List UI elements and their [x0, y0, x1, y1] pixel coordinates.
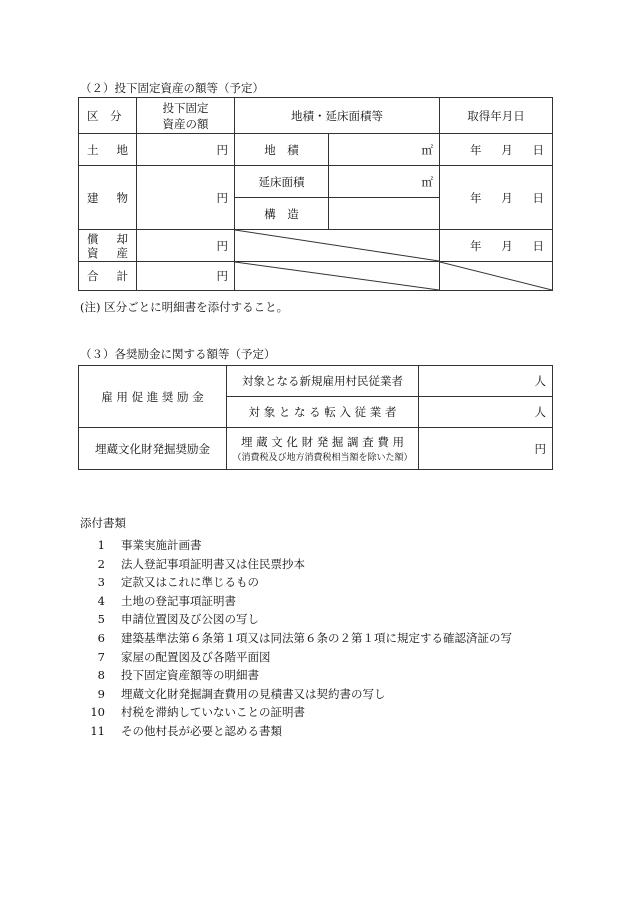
diagonal-line: [440, 262, 552, 290]
attachment-number: 9: [97, 686, 105, 701]
attachment-number: 4: [97, 593, 105, 608]
relocated-employees-value: 人: [419, 397, 553, 428]
attachments-title: 添付書類: [80, 516, 126, 530]
relocated-employees-label: 対 象 と な る 転 入 従 業 者: [227, 397, 419, 428]
attachment-item: [83, 593, 236, 609]
building-amount: 円: [137, 166, 235, 230]
header-category: 区 分: [79, 98, 137, 134]
attachment-number: 1: [97, 538, 105, 552]
row-depreciable-label: 償 却 資 産: [79, 230, 137, 262]
land-area-label: 地 積: [235, 134, 329, 166]
incentive-table: [78, 365, 553, 470]
attachment-text: 埋蔵文化財発掘調査費用の見積書又は契約書の写し: [121, 686, 386, 701]
section2-title: （２）投下固定資産の額等（予定）: [80, 81, 264, 95]
attachment-number: 8: [97, 668, 105, 683]
attachment-item: [83, 686, 386, 702]
building-date: 年 月 日: [440, 166, 553, 230]
attachment-item: [83, 574, 259, 590]
new-local-employees-label: 対象となる新規雇用村民従業者: [227, 366, 419, 397]
section3-title: （３）各奨励金に関する額等（予定）: [80, 347, 276, 361]
header-amount: 投下固定 資産の額: [137, 98, 235, 134]
attachment-text: 申請位置図及び公図の写し: [121, 612, 259, 627]
attachment-item: [83, 667, 259, 683]
attachment-text: 事業実施計画書: [121, 538, 202, 552]
row-land-label: 土 地: [79, 134, 137, 166]
total-area-na: [235, 262, 440, 291]
attachment-number: 11: [90, 724, 105, 738]
attachment-item: [83, 630, 512, 646]
attachment-item: [83, 723, 282, 739]
building-structure-value: [329, 198, 440, 230]
attachment-number: 3: [97, 575, 105, 590]
attachment-item: [83, 649, 271, 665]
land-date: 年 月 日: [440, 134, 553, 166]
attachment-number: 6: [97, 631, 105, 645]
building-floor-label: 延床面積: [235, 166, 329, 198]
building-floor-value: ㎡: [329, 166, 440, 198]
attachment-item: [83, 556, 305, 572]
excavation-cost-value: 円: [419, 428, 553, 470]
header-area: 地積・延床面積等: [235, 98, 440, 134]
total-amount: 円: [137, 262, 235, 291]
diagonal-line: [235, 230, 439, 261]
row-building-label: 建 物: [79, 166, 137, 230]
attachment-number: 10: [90, 705, 105, 720]
land-area-value: ㎡: [329, 134, 440, 166]
attachment-text: 投下固定資産額等の明細書: [121, 668, 259, 683]
attachment-text: 村税を滞納していないことの証明書: [121, 705, 305, 720]
excavation-cost-label: 埋 蔵 文 化 財 発 掘 調 査 費 用 （消費税及び地方消費税相当額を除いた額）: [227, 428, 419, 470]
attachment-item: [83, 611, 259, 627]
employment-incentive-label: 雇 用 促 進 奨 励 金: [79, 366, 227, 428]
attachment-number: 5: [97, 612, 105, 627]
section2-note: (注) 区分ごとに明細書を添付すること。: [80, 300, 289, 314]
attachment-text: 土地の登記事項証明書: [121, 593, 236, 608]
new-local-employees-value: 人: [419, 366, 553, 397]
total-date-na: [440, 262, 553, 291]
attachment-text: 法人登記事項証明書又は住民票抄本: [121, 556, 305, 571]
land-amount: 円: [137, 134, 235, 166]
attachment-text: 定款又はこれに準じるもの: [121, 575, 259, 590]
header-date: 取得年月日: [440, 98, 553, 134]
building-structure-label: 構 造: [235, 198, 329, 230]
diagonal-line: [235, 262, 439, 290]
depreciable-date: 年 月 日: [440, 230, 553, 262]
attachment-number: 7: [97, 649, 105, 664]
depreciable-amount: 円: [137, 230, 235, 262]
excavation-incentive-label: 埋蔵文化財発掘奨励金: [79, 428, 227, 470]
attachment-text: その他村長が必要と認める書類: [121, 724, 282, 738]
attachment-number: 2: [97, 556, 105, 571]
fixed-asset-table: [78, 97, 553, 291]
attachment-text: 家屋の配置図及び各階平面図: [121, 649, 271, 664]
row-total-label: 合 計: [79, 262, 137, 291]
depreciable-area-na: [235, 230, 440, 262]
attachment-text: 建築基準法第６条第１項又は同法第６条の２第１項に規定する確認済証の写: [121, 631, 512, 645]
attachment-item: [83, 704, 305, 720]
attachment-item: [83, 537, 202, 553]
